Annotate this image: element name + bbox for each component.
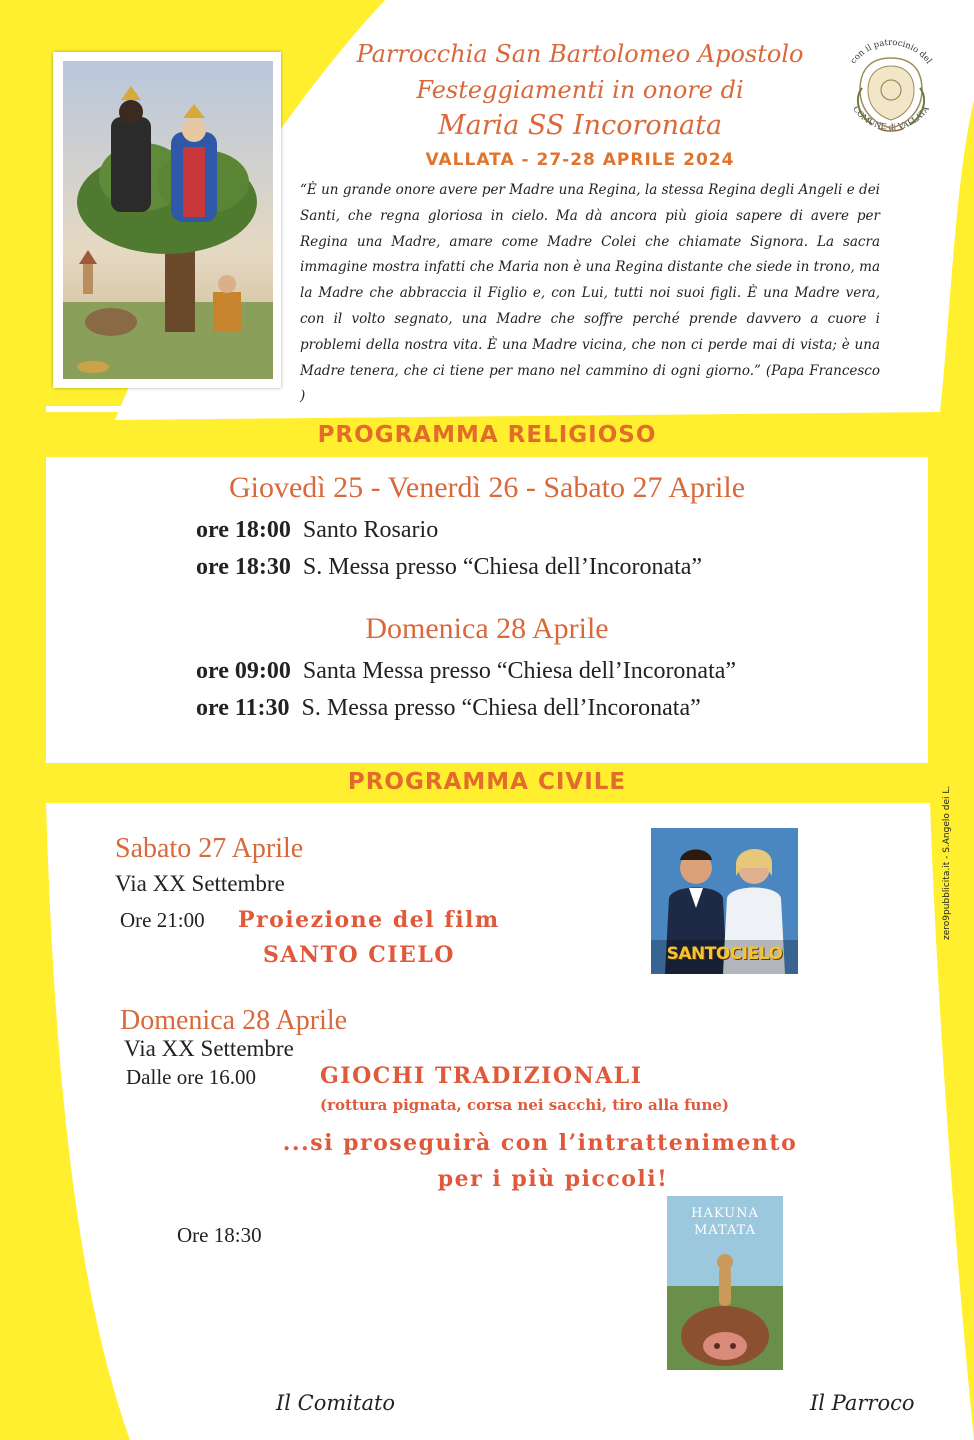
activity-label: S. Messa presso “Chiesa dell’Incoronata”: [301, 695, 701, 721]
time-label: ore 18:00: [196, 517, 291, 543]
civil-program-title: PROGRAMMA CIVILE: [347, 769, 627, 795]
festivity-title: Maria SS Incoronata: [437, 110, 723, 141]
civil-day1-place: Via XX Settembre: [115, 871, 285, 896]
seal-bottom-text: COMUNE di VALLATA: [851, 104, 931, 132]
activity-label: Santa Messa presso “Chiesa dell’Incoronata”: [302, 658, 737, 684]
svg-text:con il patrocinio del: [849, 38, 934, 66]
film-name: SANTO CIELO: [263, 942, 455, 968]
religious-day2-row1: [196, 658, 736, 685]
santo-cielo-poster-title: SANTOCIELO: [666, 944, 783, 964]
santo-cielo-poster: [651, 828, 798, 974]
seal-top-text: con il patrocinio del: [848, 37, 934, 66]
religious-day2-title: Domenica 28 Aprile: [365, 612, 609, 645]
religious-program-title: PROGRAMMA RELIGIOSO: [317, 422, 657, 448]
kids-entertainment-line2: per i più piccoli!: [437, 1166, 669, 1192]
time-label: ore 11:30: [196, 695, 290, 721]
civil-day2-place: Via XX Settembre: [124, 1036, 294, 1061]
parish-name: Parrocchia San Bartolomeo Apostolo: [356, 40, 804, 68]
religious-day1-title: Giovedì 25 - Venerdì 26 - Sabato 27 Aprile: [228, 471, 746, 504]
film-event-title: Proiezione del film: [238, 907, 500, 933]
activity-label: Santo Rosario: [302, 517, 439, 543]
civil-day2-time2: Ore 18:30: [177, 1223, 262, 1247]
pope-quote: “È un grande onore avere per Madre una Regina, la stessa Regina degli Angeli e dei Santi, che regna gloriosa in cielo. Ma dà ancora più gioia sapere di avere per Regina una Madre, amare come Madre Colei che chiamate Signora. La sacra immagine mostra infatti che Maria non è una Regina distante che siede in trono, ma la Madre che abbraccia il Figlio e, con Lui, tutti noi suoi figli. È una Madre vera, con il volto segnato, una Madre che soffre perché prende davvero a cuore i problemi della nostra vita. È una Madre vicina, che non ci perde mai di vista; è una Madre tenera, che ci tiene per mano nel cammino di ogni giorno.” (Papa Francesco ): [300, 182, 880, 405]
print-credit: zero9pubblicita.it - S.Angelo dei L.: [942, 785, 952, 940]
hakuna-poster-title2: MATATA: [694, 1223, 756, 1238]
hakuna-poster-title1: HAKUNA: [691, 1206, 759, 1221]
religious-day1-row2: [196, 554, 702, 581]
madonna-image: [53, 52, 281, 388]
parish-priest-signature: Il Parroco: [810, 1391, 915, 1415]
civil-day1-time: Ore 21:00: [120, 908, 205, 932]
games-detail: (rottura pignata, corsa nei sacchi, tiro alla fune): [320, 1096, 729, 1114]
religious-day2-row2: [196, 695, 701, 722]
time-label: ore 09:00: [196, 658, 291, 684]
civil-day2-time: Dalle ore 16.00: [126, 1065, 257, 1089]
games-title: GIOCHI TRADIZIONALI: [320, 1063, 643, 1089]
kids-entertainment-line1: ...si proseguirà con l’intrattenimento: [282, 1130, 798, 1156]
religious-day1-row1: [196, 517, 438, 544]
comune-seal: [838, 28, 944, 150]
time-label: ore 18:30: [196, 554, 291, 580]
civil-day2-title: Domenica 28 Aprile: [120, 1005, 348, 1036]
activity-label: S. Messa presso “Chiesa dell’Incoronata”: [302, 554, 703, 580]
festivity-line: Festeggiamenti in onore di: [416, 76, 744, 104]
civil-day1-title: Sabato 27 Aprile: [115, 833, 304, 864]
hakuna-matata-poster: [667, 1196, 783, 1370]
committee-signature: Il Comitato: [276, 1391, 396, 1415]
event-dates: VALLATA - 27-28 APRILE 2024: [425, 150, 735, 170]
